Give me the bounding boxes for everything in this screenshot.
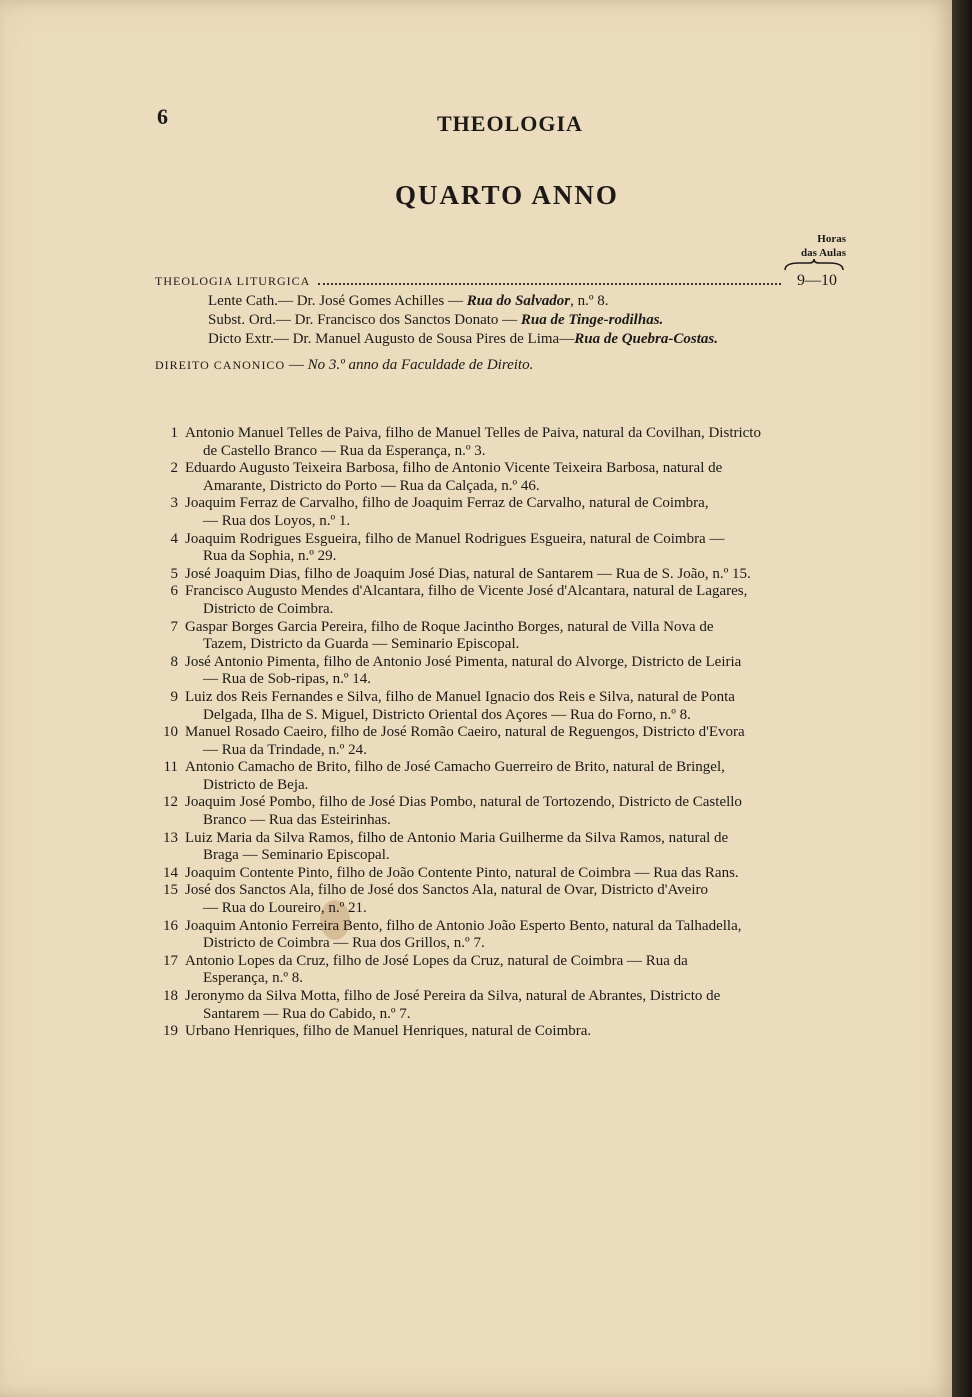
student-entry <box>140 865 848 883</box>
staff-line-dicto <box>208 330 718 348</box>
student-number: 14 <box>163 864 178 881</box>
course-row-theologia-liturgica <box>155 272 845 290</box>
student-entry <box>140 988 848 1023</box>
student-line-continued: Santarem — Rua do Cabido, n.º 7. <box>203 1005 411 1022</box>
brace-icon <box>783 258 845 272</box>
hours-column-header <box>786 232 846 260</box>
student-line-continued: Districto de Beja. <box>203 776 309 793</box>
student-entry <box>140 425 848 460</box>
student-text <box>185 566 848 584</box>
staff-suffix: , n.º 8. <box>570 293 609 309</box>
student-line-continued: Branco — Rua das Esteirinhas. <box>203 812 391 829</box>
student-line-continued: — Rua do Loureiro, n.º 21. <box>203 900 367 917</box>
student-text <box>185 654 848 689</box>
staff-line-subst <box>208 311 663 329</box>
student-number: 16 <box>163 917 178 934</box>
student-line-continued: Esperança, n.º 8. <box>203 970 304 987</box>
student-text <box>185 724 848 759</box>
student-number: 1 <box>170 425 178 441</box>
student-entry <box>140 882 848 917</box>
student-line-continued: Amarante, Districto do Porto — Rua da Calçada, n.º 46. <box>203 477 540 494</box>
staff-role: Lente Cath.— Dr. José Gomes Achilles — <box>208 293 467 309</box>
student-entry <box>140 619 848 654</box>
student-line: Manuel Rosado Caeiro, filho de José Romão Caeiro, natural de Reguengos, Districto d'Evora <box>185 724 745 741</box>
student-line: Eduardo Augusto Teixeira Barbosa, filho de Antonio Vicente Teixeira Barbosa, natural de <box>185 460 723 477</box>
student-line: José dos Sanctos Ala, filho de José dos Sanctos Ala, natural de Ovar, Districto d'Aveiro <box>185 882 708 899</box>
student-number: 7 <box>170 618 178 635</box>
staff-role: Subst. Ord.— Dr. Francisco dos Sanctos Donato — <box>208 312 521 328</box>
student-line: Joaquim Contente Pinto, filho de João Contente Pinto, natural de Coimbra — Rua das Rans. <box>185 864 739 881</box>
hours-header-line2: das Aulas <box>801 247 846 259</box>
student-text <box>185 1023 848 1041</box>
student-text <box>185 583 848 618</box>
student-text <box>185 460 848 495</box>
student-line: Urbano Henriques, filho de Manuel Henriques, natural de Coimbra. <box>185 1023 592 1040</box>
student-line-continued: Districto de Coimbra — Rua dos Grillos, n.º 7. <box>203 935 485 952</box>
student-entry <box>140 1023 848 1041</box>
student-text <box>185 495 848 530</box>
student-line: Luiz Maria da Silva Ramos, filho de Antonio Maria Guilherme da Silva Ramos, natural de <box>185 829 729 846</box>
student-line-continued: — Rua da Trindade, n.º 24. <box>203 741 367 758</box>
student-entry <box>140 689 848 724</box>
scan-edge <box>952 0 972 1397</box>
student-line: Luiz dos Reis Fernandes e Silva, filho de Manuel Ignacio dos Reis e Silva, natural de Ponta <box>185 688 735 705</box>
student-text <box>185 689 848 724</box>
student-entry <box>140 460 848 495</box>
student-entry <box>140 583 848 618</box>
student-number: 19 <box>163 1023 178 1040</box>
student-list <box>140 425 848 1041</box>
student-line: Antonio Lopes da Cruz, filho de José Lopes da Cruz, natural de Coimbra — Rua da <box>185 952 688 969</box>
direito-label: DIREITO CANONICO <box>155 358 286 372</box>
page-number: 6 <box>157 104 168 129</box>
student-number: 11 <box>163 759 178 776</box>
student-line-continued: — Rua dos Loyos, n.º 1. <box>203 512 351 529</box>
student-line-continued: Delgada, Ilha de S. Miguel, Districto Oriental dos Açores — Rua do Forno, n.º 8. <box>203 706 691 723</box>
student-entry <box>140 531 848 566</box>
student-entry <box>140 495 848 530</box>
student-number: 2 <box>170 460 178 477</box>
direito-dash: — <box>285 357 308 373</box>
student-text <box>185 882 848 917</box>
student-line: Joaquim José Pombo, filho de José Dias Pombo, natural de Tortozendo, Districto de Castello <box>185 794 742 811</box>
course-name: THEOLOGIA LITURGICA <box>155 274 311 288</box>
student-number: 17 <box>163 952 178 969</box>
student-line: Jeronymo da Silva Motta, filho de José Pereira da Silva, natural de Abrantes, Districto de <box>185 988 721 1004</box>
direito-canonico-line <box>155 357 533 374</box>
student-line: José Joaquim Dias, filho de Joaquim José Dias, natural de Santarem — Rua de S. João, n.º 15. <box>185 565 751 582</box>
staff-address: Rua do Salvador <box>466 293 571 309</box>
student-line: Francisco Augusto Mendes d'Alcantara, filho de Vicente José d'Alcantara, natural de Lagares, <box>185 583 748 600</box>
student-line: Gaspar Borges Garcia Pereira, filho de Roque Jacintho Borges, natural de Villa Nova de <box>185 618 714 635</box>
student-number: 15 <box>163 882 178 899</box>
student-text <box>185 531 848 566</box>
direito-note: No 3.º anno da Faculdade de Direito. <box>307 357 534 373</box>
hours-header-line1: Horas <box>817 233 846 245</box>
student-entry <box>140 724 848 759</box>
student-number: 5 <box>170 565 178 582</box>
student-text <box>185 619 848 654</box>
student-text <box>185 918 848 953</box>
dot-leader <box>318 282 781 285</box>
staff-address: Rua de Tinge-rodilhas. <box>520 312 664 328</box>
student-entry <box>140 566 848 584</box>
student-line-continued: de Castello Branco — Rua da Esperança, n.º 3. <box>203 442 486 459</box>
staff-line-lente <box>208 292 608 310</box>
student-text <box>185 865 848 883</box>
student-line: Joaquim Rodrigues Esgueira, filho de Manuel Rodrigues Esgueira, natural de Coimbra — <box>185 530 725 547</box>
staff-address: Rua de Quebra-Costas. <box>574 331 718 347</box>
student-entry <box>140 654 848 689</box>
student-entry <box>140 794 848 829</box>
student-text <box>185 794 848 829</box>
student-number: 13 <box>163 829 178 846</box>
student-line: Antonio Manuel Telles de Paiva, filho de Manuel Telles de Paiva, natural da Covilhan, Districto <box>185 425 761 441</box>
student-line-continued: Braga — Seminario Episcopal. <box>203 847 390 864</box>
student-number: 18 <box>163 988 178 1004</box>
student-number: 10 <box>163 724 178 741</box>
staff-role: Dicto Extr.— Dr. Manuel Augusto de Sousa Pires de Lima— <box>208 331 575 347</box>
student-line-continued: Rua da Sophia, n.º 29. <box>203 548 337 565</box>
student-entry <box>140 759 848 794</box>
student-number: 6 <box>170 583 178 600</box>
student-line-continued: — Rua de Sob-ripas, n.º 14. <box>203 671 371 688</box>
student-text <box>185 425 848 460</box>
student-line: Antonio Camacho de Brito, filho de José Camacho Guerreiro de Brito, natural de Bringel, <box>185 759 725 776</box>
student-text <box>185 759 848 794</box>
student-number: 12 <box>163 794 178 811</box>
student-line: Joaquim Antonio Ferreira Bento, filho de Antonio João Esperto Bento, natural da Talhadella, <box>185 917 742 934</box>
student-number: 3 <box>170 495 178 512</box>
student-text <box>185 953 848 988</box>
student-text <box>185 830 848 865</box>
student-line-continued: Districto de Coimbra. <box>203 600 334 617</box>
student-line: Joaquim Ferraz de Carvalho, filho de Joaquim Ferraz de Carvalho, natural de Coimbra, <box>185 495 709 512</box>
running-header: THEOLOGIA <box>437 111 583 136</box>
student-entry <box>140 953 848 988</box>
student-line: José Antonio Pimenta, filho de Antonio José Pimenta, natural do Alvorge, Districto de Leiria <box>185 653 742 670</box>
student-entry <box>140 918 848 953</box>
student-number: 4 <box>170 530 178 547</box>
section-title: QUARTO ANNO <box>395 180 619 210</box>
course-hours: 9—10 <box>797 272 837 289</box>
student-number: 9 <box>170 688 178 705</box>
student-text <box>185 988 848 1023</box>
student-entry <box>140 830 848 865</box>
student-line-continued: Tazem, Districto da Guarda — Seminario Episcopal. <box>203 636 520 653</box>
student-number: 8 <box>170 653 178 670</box>
